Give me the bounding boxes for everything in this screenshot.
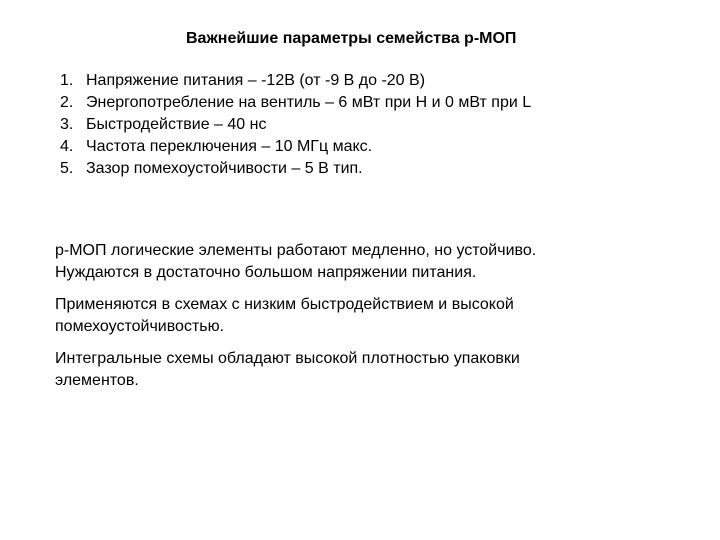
- paragraph-line: помехоустойчивостью.: [55, 318, 225, 335]
- list-item-number: 1.: [60, 72, 74, 89]
- paragraph-line: Нуждаются в достаточно большом напряжении питания.: [55, 264, 477, 281]
- list-item: [60, 136, 531, 158]
- list-item-text: Напряжение питания – -12В (от -9 В до -20 В): [86, 72, 426, 89]
- list-item: [60, 158, 531, 180]
- list-item: [60, 114, 531, 136]
- slide-title: Важнейшие параметры семейства р-МОП: [186, 30, 517, 47]
- list-item-text: Частота переключения – 10 МГц макс.: [86, 138, 373, 155]
- parameter-list: [60, 70, 531, 180]
- paragraph-line: элементов.: [55, 372, 139, 389]
- list-item-text: Энергопотребление на вентиль – 6 мВт при H и 0 мВт при L: [86, 94, 532, 111]
- list-item-number: 3.: [60, 116, 74, 133]
- list-item-number: 5.: [60, 160, 74, 177]
- paragraph-line: р-МОП логические элементы работают медленно, но устойчиво.: [55, 242, 537, 259]
- list-item: [60, 70, 531, 92]
- list-item: [60, 92, 531, 114]
- list-item-text: Быстродействие – 40 нс: [86, 116, 267, 133]
- paragraph-line: Применяются в схемах с низким быстродействием и высокой: [55, 296, 514, 313]
- list-item-number: 2.: [60, 94, 74, 111]
- paragraph-applications: [55, 294, 655, 338]
- list-item-number: 4.: [60, 138, 74, 155]
- paragraph-line: Интегральные схемы обладают высокой плотностью упаковки: [55, 350, 520, 367]
- list-item-text: Зазор помехоустойчивости – 5 В тип.: [86, 160, 363, 177]
- paragraph-performance: [55, 240, 655, 284]
- paragraph-integration-density: [55, 348, 655, 392]
